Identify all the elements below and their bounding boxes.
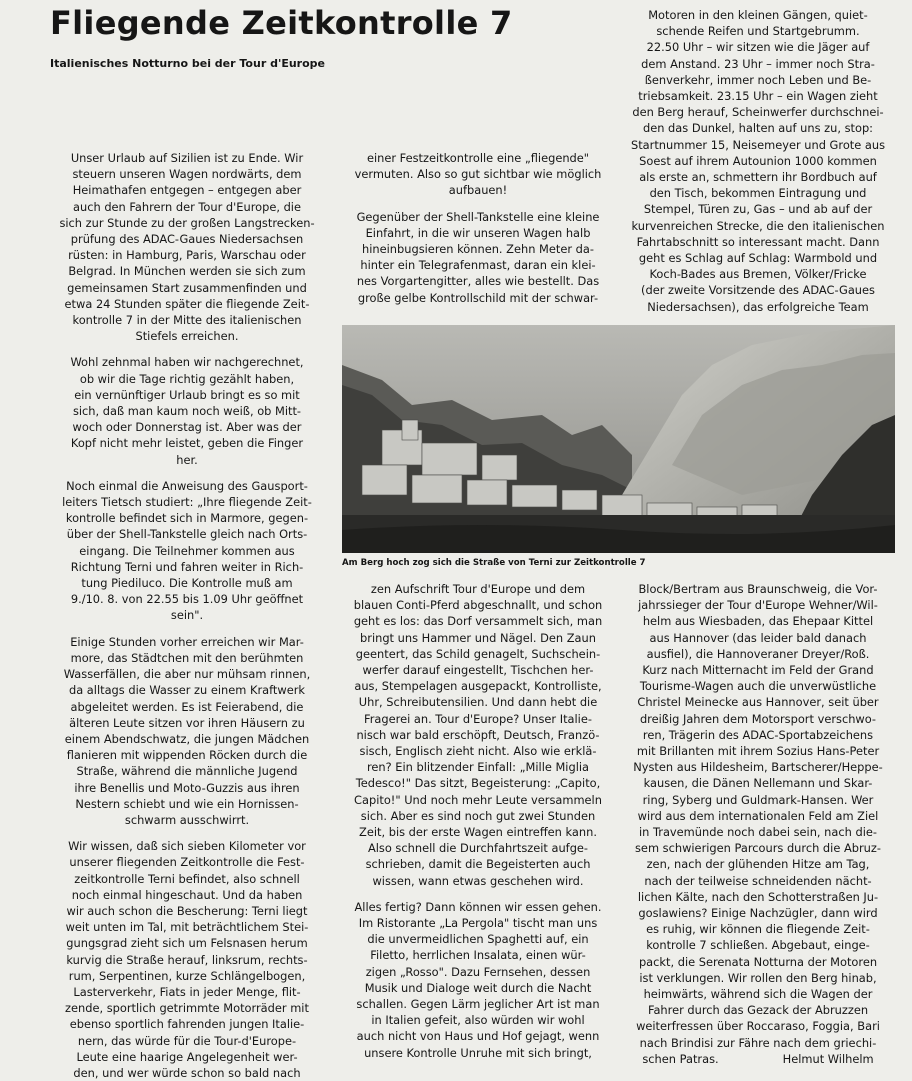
article-photo <box>342 325 895 553</box>
column-3-bottom <box>618 581 898 1067</box>
column-2-top <box>340 150 616 306</box>
paragraph <box>618 581 898 1067</box>
paragraph: Gegenüber der Shell-Tankstelle eine kleine Einfahrt, in die wir unseren Wagen halb hineinbugsieren können. Zehn Meter da- hinter ein Telegrafenmast, daran ein klei- nes Vorgartengitter, alles wie bestellt. Das große gelbe Kontrollschild mit der schwar- <box>356 209 600 305</box>
paragraph: zen Aufschrift Tour d'Europe und dem blauen Conti-Pferd abgeschnallt, und schon geht es los: das Dorf versammelt sich, man bringt uns Hammer und Nägel. Den Zaun geentert, das Schild genagelt, Suchschein- werfer darauf eingestellt, Tischchen her- aus, Stempelagen ausgepackt, Kontrolliste, Uhr, Schreibutensilien. Und dann hebt die Fragerei an. Tour d'Europe? Unser Italie- nisch war bald erschöpft, Deutsch, Franzö- sisch, Englisch zieht nicht. Also wie erklä- ren? Ein blitzender Einfall: „Mille Miglia Tedesco!" Das sitzt, Begeisterung: „Capito, Capito!" Und noch mehr Leute versammeln sich. Aber es sind noch gut zwei Stunden Zeit, bis der erste Wagen eintreffen kann. Also schnell die Durchfahrtszeit aufge- schrieben, damit die Begeisterten auch wissen, wann etwas geschehen wird. <box>353 582 603 888</box>
article-title: Fliegende Zeitkontrolle 7 <box>50 4 513 42</box>
paragraph: Unser Urlaub auf Sizilien ist zu Ende. Wir steuern unseren Wagen nordwärts, dem Heimathafen entgegen – entgegen aber auch den Fahrern der Tour d'Europe, die sich zur Stunde zu der großen Langstrecken- prüfung des ADAC-Gaues Niedersachsen rüsten: in Hamburg, Paris, Warschau oder Belgrad. In München werden sie sich zum gemeinsamen Start zusammenfinden und etwa 24 Stunden später die fliegende Zeit- kontrolle 7 in der Mitte des italienischen Stiefels erreichen. <box>59 151 315 344</box>
paragraph: Motoren in den kleinen Gängen, quiet- schende Reifen und Startgebrumm. 22.50 Uhr – wir sitzen wie die Jäger auf dem Anstand. 23 Uhr – immer noch Stra- ßenverkehr, immer noch Leben und Be- triebsamkeit. 23.15 Uhr – ein Wagen zieht den Berg herauf, Scheinwerfer durchschnei- den das Dunkel, halten auf uns zu, stop: Startnummer 15, Neisemeyer und Grote aus Soest auf ihrem Autounion 1000 kommen als erste an, schmettern ihr Bordbuch auf den Tisch, bekommen Eintragung und Stempel, Türen zu, Gas – und ab auf der kurvenreichen Strecke, die den italienischen Fahrtabschnitt so interessant macht. Dann geht es Schlag auf Schlag: Warmbold und Koch-Bades aus Bremen, Völker/Fricke (der zweite Vorsitzende des ADAC-Gaues Niedersachsen), das erfolgreiche Team <box>630 8 886 314</box>
photo-caption: Am Berg hoch zog sich die Straße von Terni zur Zeitkontrolle 7 <box>342 558 646 568</box>
paragraph-text: Block/Bertram aus Braunschweig, die Vor- jahrssieger der Tour d'Europe Wehner/Wil- helm aus Wiesbaden, das Ehepaar Kittel aus Hannover (das leider bald danach ausfiel), die Hannoveraner Dreyer/Roß. Kurz nach Mitternacht im Feld der Grand Tourisme-Wagen auch die unverwüstliche Christel Meinecke aus Hannover, seit über dreißig Jahren dem Motorsport verschwo- ren, Trägerin des ADAC-Sportabzeichens mit Brillanten mit ihrem Sozius Hans-Peter Nysten aus Hildesheim, Bartscherer/Heppe- kausen, die Dänen Nellemann und Skar- ring, Syberg und Guldmark-Hansen. Wer wird aus dem internationalen Feld am Ziel in Travemünde noch dabei sein, nach die- sem schwierigen Parcours durch die Abruz- zen, nach der glühenden Hitze am Tag, nach der teilweise schneidenden nächt- lichen Kälte, nach den Schotterstraßen Ju- goslawiens? Einige Nachzügler, dann wird es ruhig, wir können die fliegende Zeit- kontrolle 7 schließen. Abgebaut, einge- packt, die Serenata Notturna der Motoren ist verklungen. Wir rollen den Berg hinab, heimwärts, während sich die Wagen der Fahrer durch das Gezack der Abruzzen weiterfressen über Roccaraso, Foggia, Bari nach Brindisi zur Fähre nach dem griechi- schen Patras. <box>633 582 883 1066</box>
paragraph: Wir wissen, daß sich sieben Kilometer vor unserer fliegenden Zeitkontrolle die Fest- zeitkontrolle Terni befindet, also schnell noch einmal hingeschaut. Und da haben wir auch schon die Bescherung: Terni liegt weit unten im Tal, mit beträchtlichem Stei- gungsgrad zieht sich um Felsnasen herum kurvig die Straße herauf, linksrum, rechts- rum, Serpentinen, kurze Schlängelbogen, Lasterverkehr, Fiats in jeder Menge, flit- zende, sportlich getrimmte Motorräder mit ebenso sportlich fahrenden jungen Italie- nern, das würde für die Tour-d'Europe- Leute eine haarige Angelegenheit wer- den, und wer würde schon so bald nach <box>65 839 309 1080</box>
paragraph: Alles fertig? Dann können wir essen gehen. Im Ristorante „La Pergola" tischt man uns die unvermeidlichen Spaghetti auf, ein Filetto, herrlichen Insalata, einen wür- zigen „Rosso". Dazu Fernsehen, dessen Musik und Dialoge weit durch die Nacht schallen. Gegen Lärm jeglicher Art ist man in Italien gefeit, also würden wir wohl auch nicht von Haus und Hof gejagt, wenn unsere Kontrolle Unruhe mit sich bringt, <box>354 899 602 1060</box>
article-subtitle: Italienisches Notturno bei der Tour d'Europe <box>50 57 325 70</box>
author-signature: Helmut Wilhelm <box>782 1051 874 1066</box>
mountain-village-photo <box>342 325 895 553</box>
paragraph: Noch einmal die Anweisung des Gausport- leiters Tietsch studiert: „Ihre fliegende Zeit- kontrolle befindet sich in Marmore, gegen- über der Shell-Tankstelle gleich nach Orts- eingang. Die Teilnehmer kommen aus Richtung Terni und fahren weiter in Rich- tung Piediluco. Die Kontrolle muß am 9./10. 8. von 22.55 bis 1.09 Uhr geöffnet sein". <box>62 478 312 623</box>
column-2-bottom <box>340 581 616 1061</box>
column-1 <box>48 150 326 1081</box>
paragraph: einer Festzeitkontrolle eine „fliegende" vermuten. Also so gut sichtbar wie möglich aufbauen! <box>354 151 602 198</box>
paragraph: Wohl zehnmal haben wir nachgerechnet, ob wir die Tage richtig gezählt haben, ein vernünftiger Urlaub bringt es so mit sich, daß man kaum noch weiß, ob Mitt- woch oder Donnerstag ist. Aber was der Kopf nicht mehr leistet, geben die Finger her. <box>70 355 304 467</box>
column-3-top <box>618 7 898 315</box>
paragraph: Einige Stunden vorher erreichen wir Mar- more, das Städtchen mit den berühmten Wasserfällen, die aber nur mühsam rinnen, da alltags die Wasser zu einem Kraftwerk abgeleitet werden. Es ist Feierabend, die älteren Leute sitzen vor ihren Häusern zu einem Abendschwatz, die jungen Mädchen flanieren mit wippenden Röcken durch die Straße, während die männliche Jugend ihre Benellis und Moto-Guzzis aus ihren Nestern schiebt und wie ein Hornissen- schwarm ausschwirrt. <box>63 634 311 827</box>
